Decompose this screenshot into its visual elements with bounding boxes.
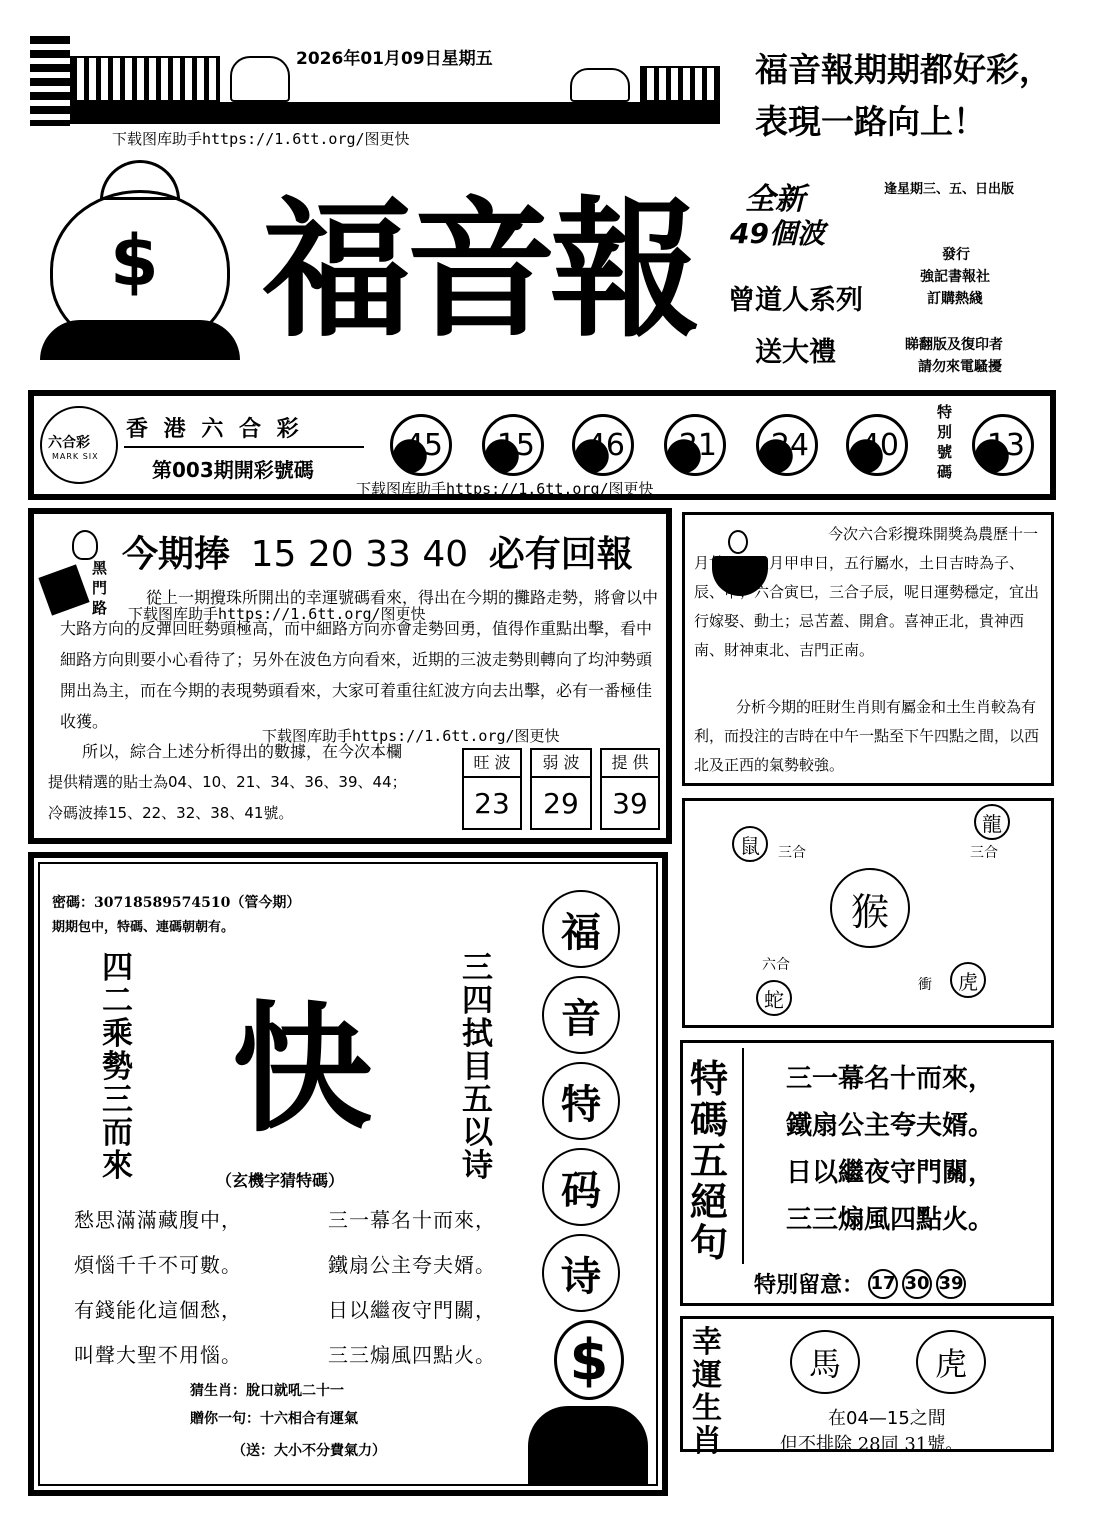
publisher-hotline: 訂購熱綫	[927, 291, 983, 307]
watermark-lottery: 下载图库助手https://1.6tt.org/图更快	[356, 480, 654, 498]
watermark-top: 下载图库助手https://1.6tt.org/图更快	[112, 130, 410, 148]
riddle-tagline: 期期包中，特碼、連碼朝朝有。	[52, 920, 235, 935]
lottery-issue: 第003期開彩號碼	[152, 458, 314, 482]
issue-date: 2026年01月09日星期五	[296, 49, 493, 69]
zodiac-snake: 蛇	[756, 980, 792, 1016]
riddle-gift-line: 贈你一句：十六相合有運氣	[190, 1411, 358, 1427]
wave-box-provide: 提 供 39	[600, 748, 660, 830]
special-ball: 13	[972, 414, 1034, 476]
special-poem-title: 特 碼 五 絕 句	[690, 1056, 729, 1265]
attention-number-3: 39	[936, 1269, 966, 1299]
lucky-exclude: 但不排除 28同 31號。	[780, 1434, 964, 1455]
watermark-analysis-1: 下载图库助手https://1.6tt.org/图更快	[128, 605, 426, 623]
lucky-zodiac-tiger: 虎	[916, 1330, 986, 1394]
lucky-range: 在04—15之間	[828, 1408, 946, 1429]
piracy-line2: 請勿來電騷擾	[918, 359, 1002, 375]
zodiac-tiger: 虎	[950, 962, 986, 998]
masthead-title: 福音報	[262, 182, 695, 358]
publisher-title: 發行	[942, 247, 970, 263]
zodiac-monkey-center: 猴	[830, 868, 910, 948]
special-attention: 特別留意： 17 30 39	[754, 1268, 966, 1299]
sanhe-label-right: 三合	[970, 845, 998, 861]
slogan-line1: 福音報期期都好彩，	[755, 50, 1052, 89]
analysis-headline: 今期捧 15 20 33 40 必有回報	[122, 534, 633, 575]
mark-six-logo: 六合彩 MARK SIX	[40, 406, 118, 484]
lucky-zodiac-horse: 馬	[790, 1330, 860, 1394]
result-ball-2: 15	[482, 414, 544, 476]
special-poem-lines: 三一幕名十而來， 鐵扇公主夸夫婿。 日以繼夜守門關， 三三煽風四點火。	[786, 1064, 995, 1235]
riddle-right-vertical: 三 四 拭 目 五 以 诗	[462, 950, 493, 1184]
liuhe-label: 六合	[762, 957, 790, 973]
lightbulb-icon	[72, 530, 98, 560]
riddle-side-title: 福 音 特 码 诗	[542, 890, 620, 1312]
almanac-text-2: 分析今期的旺財生肖則有屬金和土生肖較為有利，而投注的吉時在中午一點至下午四點之間，以西北及正西的氣勢較強。	[694, 698, 1040, 774]
wave-box-hot: 旺 波 23	[462, 748, 522, 830]
almanac-text: 今次六合彩攪珠開獎為農歷十一月廿二己丑月甲申日，五行屬水，土日吉時為子、辰、申；六合寅巳，三合子辰，呢日運勢穩定，宜出行嫁娶、動土；忌苫蓋、開倉。喜神正北，貴神西南、財神東北、吉門正南。	[694, 525, 1040, 659]
slogan-line2: 表現一路向上！	[755, 102, 986, 141]
series-label: 曾道人系列	[728, 285, 863, 316]
riddle-send-line: （送：大小不分費氣力）	[232, 1443, 386, 1459]
riddle-left-vertical: 四 二 乘 勢 三 而 來	[102, 950, 133, 1184]
riddle-poem-left: 愁思滿滿藏腹中， 煩惱千千不可數。 有錢能化這個愁， 叫聲大聖不用惱。	[74, 1208, 242, 1367]
dollar-head-icon: $	[554, 1320, 624, 1400]
analysis-tips-line2: 提供精選的貼士為04、10、21、34、36、39、44；	[48, 773, 407, 791]
zodiac-dragon: 龍	[974, 804, 1010, 840]
header-black-bar	[30, 102, 720, 124]
analysis-tips-line3: 冷碼波捧15、22、32、38、41號。	[48, 804, 294, 822]
riddle-big-char-caption: （玄機字猜特碼）	[216, 1171, 345, 1190]
runner-illustration-right	[570, 68, 630, 102]
riddle-big-char: 快	[232, 988, 373, 1152]
money-bag-illustration	[40, 150, 240, 360]
lightbulb-badge: 黑 門 路	[44, 530, 122, 620]
header-stripe-left	[30, 36, 70, 126]
analysis-paragraph: 從上一期攪珠所開出的幸運號碼看來，得出在今期的攤路走勢，將會以中大路方向的反彈回旺勢頭極高，而中細路方向亦會走勢回勇，值得作重點出擊，看中細路方向則要小心看待了；另外在波色方向看來，近期的三波走勢則轉向了均沖勢頭開出為主，而在今期的表現勢頭看來，大家可着重往紅波方向去出擊，必有一番極佳收獲。	[60, 588, 659, 731]
result-ball-4: 21	[664, 414, 726, 476]
piracy-line1: 睇翻版及復印者	[905, 337, 1003, 353]
special-number-label: 特 別 號 碼	[937, 403, 953, 481]
books-illustration-right	[640, 66, 720, 102]
gift-label: 送大禮	[755, 337, 836, 368]
wave-box-weak: 弱 波 29	[530, 748, 592, 830]
analysis-tips-line1: 所以，綜合上述分析得出的數據，在今次本欄	[82, 742, 403, 761]
watermark-analysis-2: 下载图库助手https://1.6tt.org/图更快	[262, 727, 560, 745]
result-ball-3: 46	[572, 414, 634, 476]
chong-label: 衝	[918, 977, 932, 993]
attention-number-2: 30	[902, 1269, 932, 1299]
result-ball-6: 40	[846, 414, 908, 476]
attention-number-1: 17	[868, 1269, 898, 1299]
dollar-sign-icon: $	[110, 220, 159, 302]
riddle-poem-right: 三一幕名十而來， 鐵扇公主夸夫婿。 日以繼夜守門關， 三三煽風四點火。	[328, 1208, 496, 1367]
riddle-password: 密碼：30718589574510（管今期）	[52, 895, 301, 911]
dollar-head-illustration	[518, 1320, 658, 1486]
sanhe-label-left: 三合	[778, 845, 806, 861]
publish-schedule: 逢星期三、五、日出版	[884, 182, 1015, 197]
publisher-name: 強記書報社	[920, 269, 990, 285]
lucky-zodiac-title: 幸 運 生 肖	[692, 1325, 722, 1459]
runner-illustration-left	[230, 56, 290, 102]
result-ball-1: 45	[390, 414, 452, 476]
books-illustration-left	[70, 56, 220, 102]
result-ball-5: 24	[756, 414, 818, 476]
waves-label: 49個波	[730, 217, 825, 250]
lottery-name: 香 港 六 合 彩	[126, 417, 303, 442]
zodiac-rat: 鼠	[732, 826, 768, 862]
riddle-guess: 猜生肖：脫口就吼二十一	[190, 1383, 344, 1399]
new-label: 全新	[745, 182, 805, 217]
